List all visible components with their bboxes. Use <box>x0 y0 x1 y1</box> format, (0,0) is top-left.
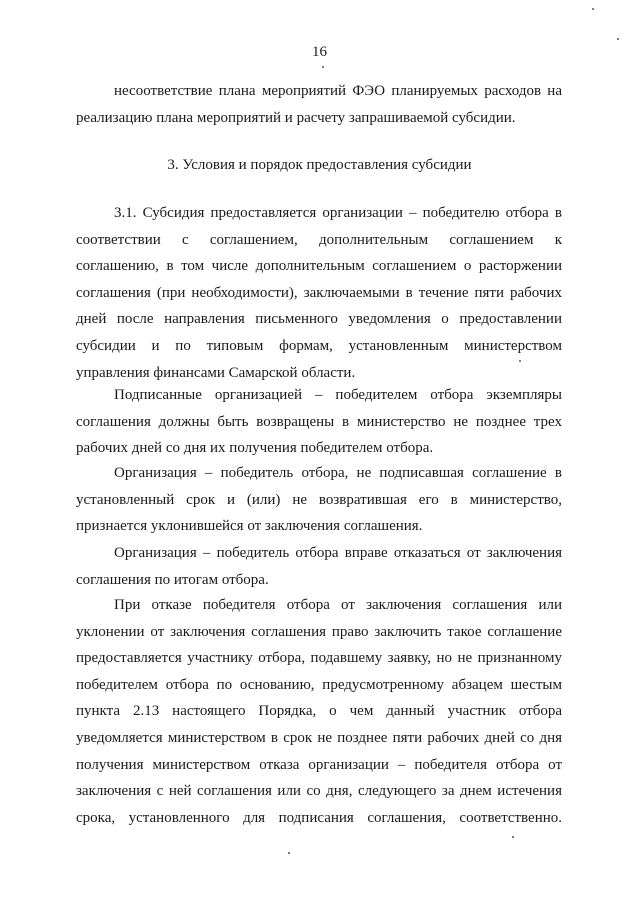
text-line: признается уклонившейся от заключения соглашения. <box>76 518 423 535</box>
intro-paragraph <box>76 78 562 131</box>
text-line: несоответствие плана мероприятий ФЭО планируемых расходов на <box>114 83 562 99</box>
text-line: соответствии с соглашением, дополнительным соглашением к <box>76 231 562 248</box>
text-line: получения министерством отказа организации – победителя отбора от <box>76 756 562 773</box>
text-line: реализацию плана мероприятий и расчету запрашиваемой субсидии. <box>76 109 516 126</box>
paragraph-evasion <box>76 460 562 540</box>
text-line: уведомляется министерством в срок не позднее пяти рабочих дней со дня <box>76 729 562 746</box>
paragraph-signed <box>76 382 562 462</box>
scan-speck <box>592 8 594 10</box>
text-line: заключения с ней соглашения или со дня, следующего за днем истечения <box>76 783 562 800</box>
paragraph-3-1 <box>76 200 562 386</box>
text-line: установленный срок и (или) не возвратившая его в министерство, <box>76 491 562 508</box>
text-line: срока, установленного для подписания соглашения, соответственно. <box>76 809 562 826</box>
text-line: победителем отбора по основанию, предусмотренному абзацем шестым <box>76 676 562 693</box>
text-line: соглашения по итогам отбора. <box>76 571 269 588</box>
paragraph-refusal <box>76 592 562 831</box>
scan-speck <box>617 38 619 40</box>
text-line: уклонении от заключения соглашения право заключить такое соглашение <box>76 623 562 640</box>
text-line: соглашению, в том числе дополнительным соглашением о расторжении <box>76 258 562 275</box>
scan-speck <box>288 852 290 854</box>
text-line: пункта 2.13 настоящего Порядка, о чем данный участник отбора <box>76 703 562 720</box>
text-line: дней после направления письменного уведомления о предоставлении <box>76 311 562 328</box>
scan-speck <box>519 360 521 362</box>
text-line: Организация – победитель отбора, не подписавшая соглашение в <box>114 465 562 481</box>
text-line: управления финансами Самарской области. <box>76 364 356 381</box>
text-line: предоставляется участнику отбора, подавшему заявку, но не признанному <box>76 650 562 667</box>
text-line: Организация – победитель отбора вправе отказаться от заключения <box>114 545 562 561</box>
section-heading: 3. Условия и порядок предоставления субсидии <box>167 157 472 173</box>
page-number: 16 <box>312 44 327 60</box>
text-line: соглашения (при необходимости), заключаемыми в течение пяти рабочих <box>76 284 562 301</box>
text-line: соглашения должны быть возвращены в министерство не позднее трех <box>76 413 562 430</box>
scan-speck <box>512 836 514 838</box>
text-line: При отказе победителя отбора от заключения соглашения или <box>114 597 562 613</box>
text-line: субсидии и по типовым формам, установленным министерством <box>76 337 562 354</box>
text-line: 3.1. Субсидия предоставляется организации – победителю отбора в <box>114 205 562 221</box>
text-line: рабочих дней со дня их получения победителем отбора. <box>76 440 434 457</box>
text-line: Подписанные организацией – победителем отбора экземпляры <box>114 387 562 403</box>
paragraph-refuse-right <box>76 540 562 593</box>
scan-speck <box>322 66 324 68</box>
